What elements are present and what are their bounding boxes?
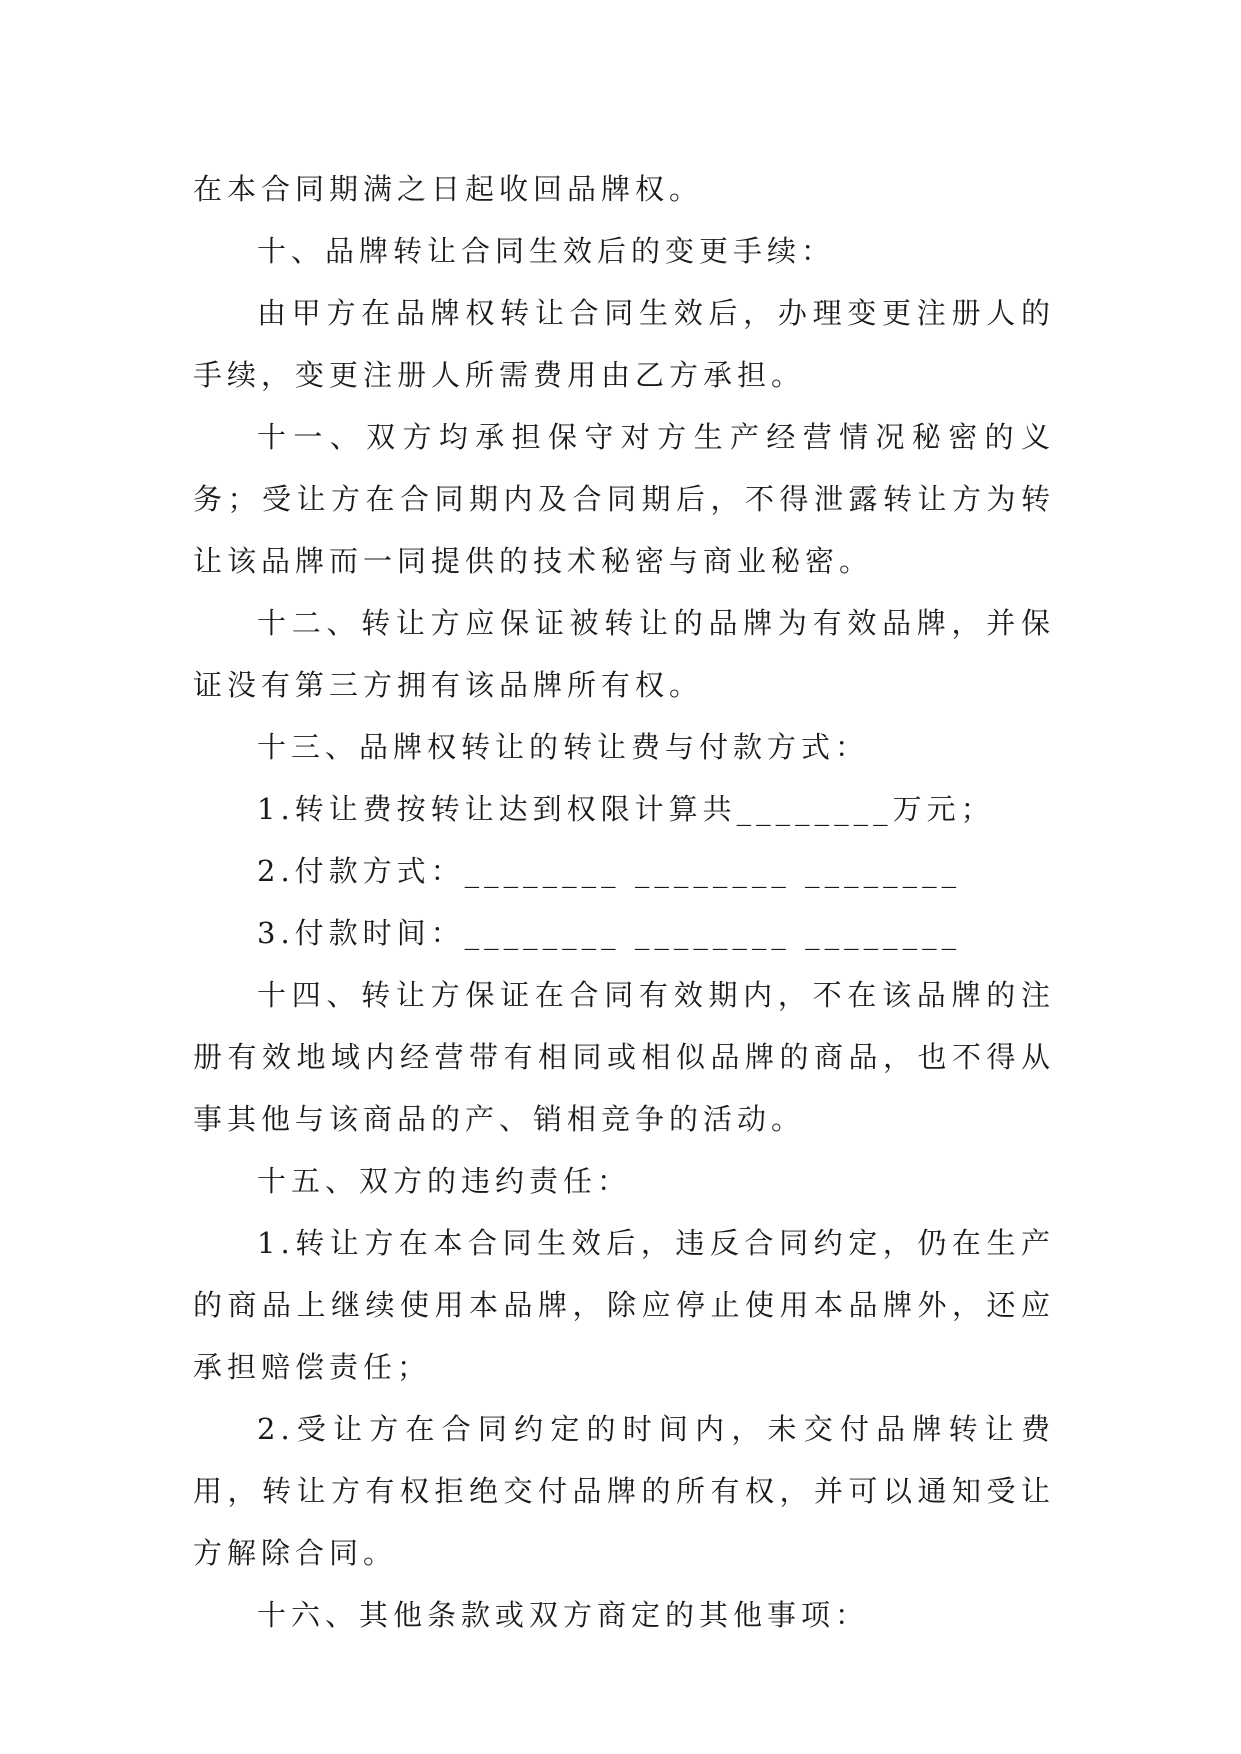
- paragraph-clause-14: 十四、转让方保证在合同有效期内，不在该品牌的注册有效地域内经营带有相同或相似品牌的商品，也不得从事其他与该商品的产、销相竞争的活动。: [193, 978, 1055, 1136]
- paragraph-clause-13-fee: 1.转让费按转让达到权限计算共________万元；: [257, 792, 995, 826]
- paragraph-clause-13-payment-time: 3.付款时间：________ ________ ________: [257, 916, 962, 950]
- paragraph-clause-10-body: 由甲方在品牌权转让合同生效后，办理变更注册人的手续，变更注册人所需费用由乙方承担。: [193, 296, 1055, 392]
- document-body: [193, 158, 1055, 1646]
- paragraph-clause-13-payment-method: 2.付款方式：________ ________ ________: [257, 854, 962, 888]
- heading-clause-15: 十五、双方的违约责任：: [257, 1164, 632, 1198]
- paragraph-clause-15-item-1: 1.转让方在本合同生效后，违反合同约定，仍在生产的商品上继续使用本品牌，除应停止使用本品牌外，还应承担赔偿责任；: [193, 1226, 1055, 1384]
- paragraph-brand-right-recall: 在本合同期满之日起收回品牌权。: [193, 172, 704, 206]
- paragraph-clause-12: 十二、转让方应保证被转让的品牌为有效品牌，并保证没有第三方拥有该品牌所有权。: [193, 606, 1055, 702]
- heading-clause-16: 十六、其他条款或双方商定的其他事项：: [257, 1598, 870, 1632]
- paragraph-clause-11: 十一、双方均承担保守对方生产经营情况秘密的义务；受让方在合同期内及合同期后，不得泄露转让方为转让该品牌而一同提供的技术秘密与商业秘密。: [193, 420, 1055, 578]
- heading-clause-10: 十、品牌转让合同生效后的变更手续：: [257, 234, 836, 268]
- heading-clause-13: 十三、品牌权转让的转让费与付款方式：: [257, 730, 870, 764]
- paragraph-clause-15-item-2: 2.受让方在合同约定的时间内，未交付品牌转让费用，转让方有权拒绝交付品牌的所有权，并可以通知受让方解除合同。: [193, 1412, 1055, 1570]
